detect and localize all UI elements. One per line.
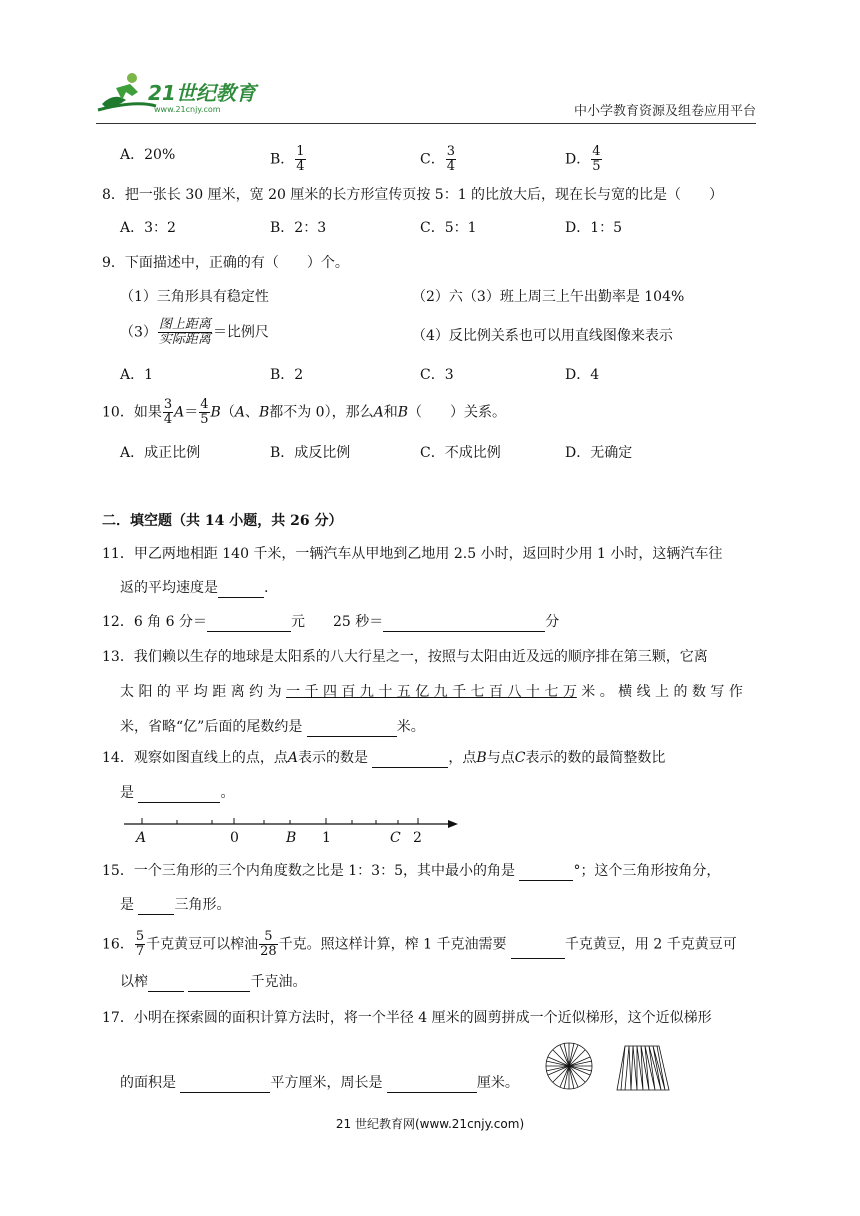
nl-label-0: 0	[230, 830, 239, 846]
nl-label-a: A	[136, 830, 147, 846]
fraction: $\frac{5}{7}$	[135, 929, 145, 959]
q9-statement-1: （1）三角形具有稳定性	[120, 289, 269, 305]
q10-option-c: C．不成比例	[420, 445, 501, 461]
q17-line2: 的面积是 平方厘米，周长是 厘米。	[120, 1075, 519, 1091]
q11-line2: 返的平均速度是 .	[120, 580, 269, 596]
answer-blank[interactable]	[138, 898, 174, 915]
q7-option-c: C． $\frac{3}{4}$	[420, 144, 455, 174]
q10-text: 10．如果 $\frac{3}{4}$ A＝ $\frac{4}{5}$ B（A、B都不为 0），那么A和B（ ）关系。	[102, 397, 507, 427]
header-divider	[96, 123, 756, 124]
q16-line1: 16． $\frac{5}{7}$ 千克黄豆可以榨油 $\frac{5}{28}$ 千克。照这样计算，榨 1 千克油需要 千克黄豆，用 2 千克黄豆可	[102, 929, 737, 959]
q10-option-a: A．成正比例	[120, 445, 201, 461]
nl-label-b: B	[286, 830, 297, 846]
answer-blank[interactable]	[218, 581, 264, 598]
runner-logo-icon	[96, 70, 266, 116]
q14-line2: 是 。	[120, 785, 235, 801]
answer-blank[interactable]	[519, 864, 573, 881]
q8-option-c: C．5：1	[420, 220, 477, 236]
q15-line1: 15．一个三角形的三个内角度数之比是 1：3：5，其中最小的角是 °；这个三角形按角分，	[102, 863, 721, 879]
circle-sectors-icon	[546, 1043, 592, 1089]
q9-option-c: C．3	[420, 367, 454, 383]
nl-label-2: 2	[413, 830, 422, 846]
q10-option-d: D．无确定	[565, 445, 633, 461]
trapezoid-icon	[617, 1046, 669, 1090]
fraction: $\frac{1}{4}$	[296, 144, 305, 174]
q7-option-b: B． $\frac{1}{4}$	[270, 144, 305, 174]
q7-option-d: D． $\frac{4}{5}$	[565, 144, 601, 174]
q13-line1: 13．我们赖以生存的地球是太阳系的八大行星之一，按照与太阳由近及远的顺序排在第三颗，它离	[102, 649, 708, 665]
answer-blank[interactable]	[180, 1076, 270, 1093]
answer-blank[interactable]	[148, 975, 184, 992]
number-line	[122, 812, 462, 848]
q12-line: 12．6 角 6 分＝ 元 25 秒＝ 分	[102, 614, 560, 630]
q16-line2: 以榨 千克油。	[120, 974, 307, 990]
answer-blank[interactable]	[372, 751, 448, 768]
fraction: $\frac{4}{5}$	[200, 397, 209, 427]
q13-line3: 米，省略“亿”后面的尾数约是 米。	[120, 719, 425, 735]
q14-line1: 14．观察如图直线上的点，点A表示的数是 ，点B与点C表示的数的最简整数比	[102, 750, 666, 766]
svg-text:21世纪教育: 21世纪教育	[148, 81, 256, 105]
fraction: $\frac{4}{5}$	[592, 144, 601, 174]
svg-text:www.21cnjy.com: www.21cnjy.com	[154, 105, 221, 114]
answer-blank[interactable]	[511, 942, 565, 959]
platform-title: 中小学教育资源及组卷应用平台	[573, 104, 756, 119]
nl-label-c: C	[390, 830, 401, 846]
q9-option-b: B．2	[270, 367, 304, 383]
q7-option-a: A．20%	[120, 147, 176, 163]
q8-option-a: A．3：2	[120, 220, 176, 236]
fraction: $\frac{\text{图上距离}}{\text{实际距离}}$	[158, 317, 211, 347]
logo	[96, 70, 266, 116]
q11-line1: 11．甲乙两地相距 140 千米，一辆汽车从甲地到乙地用 2.5 小时，返回时少用 1 小时，这辆汽车往	[102, 546, 723, 562]
q8-option-b: B．2：3	[270, 220, 327, 236]
fraction: $\frac{3}{4}$	[163, 397, 173, 427]
answer-blank[interactable]	[307, 720, 397, 737]
q15-line2: 是 三角形。	[120, 897, 231, 913]
fraction: $\frac{3}{4}$	[446, 144, 455, 174]
q9-text: 9．下面描述中，正确的有（ ）个。	[102, 255, 349, 271]
q10-option-b: B．成反比例	[270, 445, 351, 461]
q9-option-a: A．1	[120, 367, 154, 383]
circle-trapezoid-figure	[545, 1038, 675, 1094]
answer-blank[interactable]	[138, 786, 220, 803]
answer-blank[interactable]	[207, 615, 291, 632]
nl-label-1: 1	[322, 830, 331, 846]
section-title: 二．填空题（共 14 小题，共 26 分）	[102, 513, 343, 529]
answer-blank[interactable]	[387, 1076, 477, 1093]
q9-option-d: D．4	[565, 367, 600, 383]
q13-line2: 太 阳 的 平 均 距 离 约 为 一 千 四 百 九 十 五 亿 九 千 七 百 八 十 七 万 米 。 横 线 上 的 数 写 作	[120, 684, 743, 700]
q17-line1: 17．小明在探索圆的面积计算方法时，将一个半径 4 厘米的圆剪拼成一个近似梯形，这个近似梯形	[102, 1010, 712, 1026]
answer-blank[interactable]	[188, 975, 250, 992]
q8-text: 8．把一张长 30 厘米，宽 20 厘米的长方形宣传页按 5：1 的比放大后，现在长与宽的比是（ ）	[102, 187, 724, 203]
answer-blank[interactable]	[383, 615, 545, 632]
page-footer: 21 世纪教育网(www.21cnjy.com)	[335, 1117, 525, 1131]
q9-statement-4: （4）反比例关系也可以用直线图像来表示	[412, 328, 673, 344]
q9-statement-2: （2）六（3）班上周三上午出勤率是 104%	[412, 289, 685, 305]
fraction: $\frac{5}{28}$	[260, 929, 277, 959]
q8-option-d: D．1：5	[565, 220, 623, 236]
arrow-icon	[448, 820, 458, 828]
q9-statement-3: （3） $\frac{\text{图上距离}}{\text{实际距离}}$ ＝比例尺	[120, 317, 269, 347]
